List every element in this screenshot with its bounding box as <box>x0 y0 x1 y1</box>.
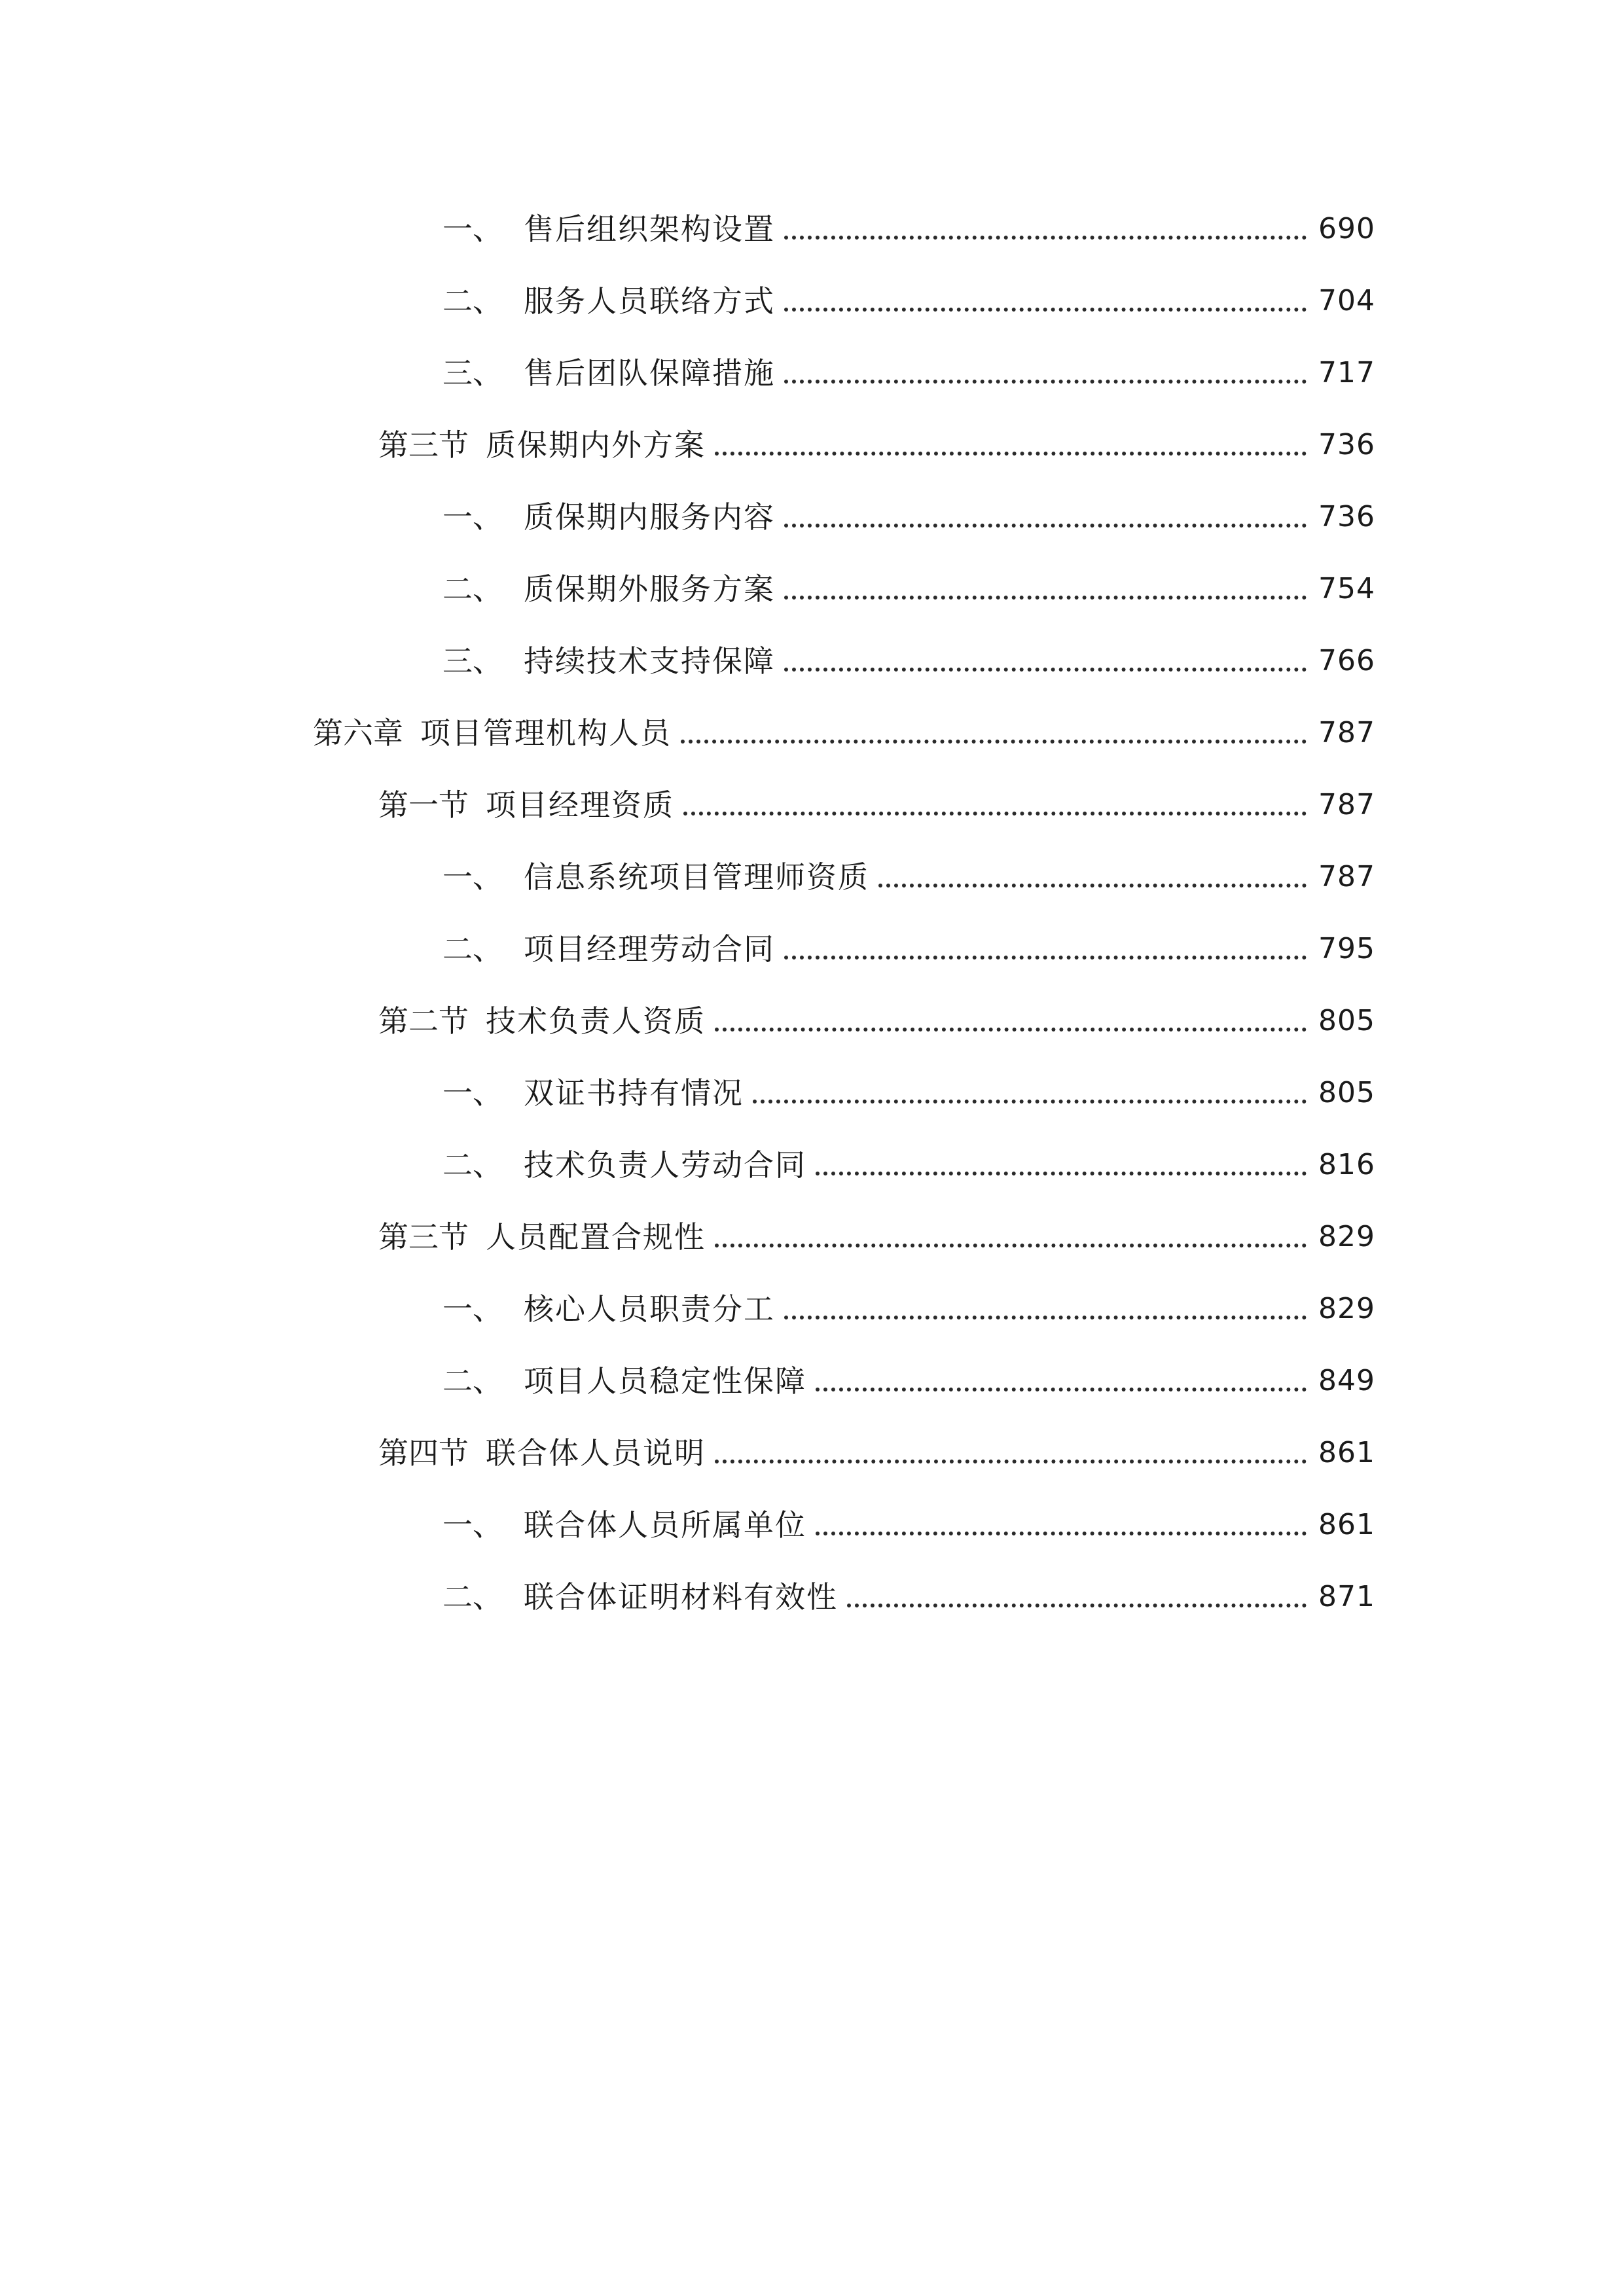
toc-entry[interactable] <box>442 844 1375 897</box>
toc-dot-leader <box>784 524 1307 528</box>
toc-entry-title: 质保期外服务方案 <box>524 571 775 607</box>
toc-dot-leader <box>715 1028 1307 1031</box>
toc-entry[interactable] <box>442 1132 1375 1185</box>
toc-entry-title: 项目经理劳动合同 <box>524 931 775 967</box>
toc-entry-number: 一、 <box>442 499 503 535</box>
toc-page-number: 795 <box>1318 932 1375 965</box>
toc-entry-title: 售后组织架构设置 <box>524 211 775 247</box>
toc-dot-leader <box>683 812 1307 816</box>
toc-page-number: 829 <box>1318 1292 1375 1325</box>
toc-entry-title: 质保期内外方案 <box>486 427 706 463</box>
toc-entry[interactable] <box>442 196 1375 249</box>
toc-page-number: 861 <box>1318 1508 1375 1541</box>
toc-entry-number: 三、 <box>442 643 503 679</box>
toc-entry[interactable] <box>442 556 1375 609</box>
toc-entry[interactable] <box>442 1276 1375 1329</box>
toc-page-number: 805 <box>1318 1004 1375 1037</box>
toc-entry-title: 联合体证明材料有效性 <box>524 1579 838 1615</box>
toc-entry[interactable] <box>442 628 1375 681</box>
toc-entry-number: 第六章 <box>313 715 403 751</box>
toc-page-number: 736 <box>1318 428 1375 461</box>
toc-entry[interactable] <box>442 268 1375 321</box>
toc-page-number: 754 <box>1318 572 1375 605</box>
toc-entry-number: 二、 <box>442 1147 503 1183</box>
toc-page-number: 787 <box>1318 788 1375 821</box>
toc-dot-leader <box>816 1172 1307 1175</box>
toc-dot-leader <box>784 380 1307 384</box>
toc-entry-number: 第三节 <box>378 1219 469 1255</box>
toc-entry[interactable] <box>313 700 1375 753</box>
toc-entry[interactable] <box>378 988 1375 1041</box>
toc-entry-number: 第三节 <box>378 427 469 463</box>
toc-page-number: 861 <box>1318 1436 1375 1469</box>
toc-entry-number: 二、 <box>442 931 503 967</box>
toc-page-number: 787 <box>1318 716 1375 749</box>
toc-entry-title: 质保期内服务内容 <box>524 499 775 535</box>
toc-entry[interactable] <box>442 340 1375 393</box>
toc-entry-title: 联合体人员说明 <box>486 1435 706 1471</box>
toc-entry[interactable] <box>378 772 1375 825</box>
toc-dot-leader <box>715 452 1307 456</box>
toc-entry-title: 项目经理资质 <box>486 787 674 823</box>
toc-page-number: 736 <box>1318 500 1375 533</box>
toc-dot-leader <box>847 1604 1307 1607</box>
toc-entry-number: 二、 <box>442 1579 503 1615</box>
toc-entry[interactable] <box>378 412 1375 465</box>
toc-dot-leader <box>784 956 1307 960</box>
toc-entry-title: 信息系统项目管理师资质 <box>524 859 869 895</box>
toc-entry-number: 一、 <box>442 859 503 895</box>
toc-entry-number: 一、 <box>442 1075 503 1111</box>
toc-entry-title: 双证书持有情况 <box>524 1075 744 1111</box>
toc-entry-title: 持续技术支持保障 <box>524 643 775 679</box>
toc-entry[interactable] <box>442 916 1375 969</box>
toc-dot-leader <box>878 884 1307 888</box>
toc-entry-title: 核心人员职责分工 <box>524 1291 775 1327</box>
toc-entry-number: 三、 <box>442 355 503 391</box>
toc-entry[interactable] <box>442 1348 1375 1401</box>
toc-dot-leader <box>784 236 1307 240</box>
toc-entry-number: 一、 <box>442 1507 503 1543</box>
toc-entry-number: 二、 <box>442 571 503 607</box>
toc-entry-title: 售后团队保障措施 <box>524 355 775 391</box>
toc-page-number: 690 <box>1318 212 1375 245</box>
toc-entry-number: 第四节 <box>378 1435 469 1471</box>
toc-entry[interactable] <box>442 1060 1375 1113</box>
toc-entry[interactable] <box>442 1564 1375 1617</box>
toc-page-number: 871 <box>1318 1580 1375 1613</box>
toc-page-number: 704 <box>1318 284 1375 317</box>
toc-entry[interactable] <box>442 484 1375 537</box>
toc-entry-number: 第二节 <box>378 1003 469 1039</box>
toc-entry-number: 二、 <box>442 283 503 319</box>
toc-entry-number: 二、 <box>442 1363 503 1399</box>
toc-dot-leader <box>753 1100 1307 1103</box>
toc-dot-leader <box>715 1460 1307 1463</box>
toc-entry-title: 人员配置合规性 <box>486 1219 706 1255</box>
toc-entry-title: 服务人员联络方式 <box>524 283 775 319</box>
toc-dot-leader <box>681 740 1307 744</box>
toc-entry[interactable] <box>378 1204 1375 1257</box>
toc-page-number: 829 <box>1318 1220 1375 1253</box>
toc-entry[interactable] <box>378 1420 1375 1473</box>
toc-dot-leader <box>784 308 1307 312</box>
toc-entry-number: 一、 <box>442 1291 503 1327</box>
toc-entry-title: 联合体人员所属单位 <box>524 1507 806 1543</box>
toc-dot-leader <box>784 668 1307 672</box>
toc-dot-leader <box>784 596 1307 600</box>
toc-page-number: 849 <box>1318 1364 1375 1397</box>
toc-dot-leader <box>784 1316 1307 1319</box>
toc-entry-title: 项目管理机构人员 <box>420 715 672 751</box>
toc-page-number: 805 <box>1318 1076 1375 1109</box>
toc-page-number: 816 <box>1318 1148 1375 1181</box>
toc-entry-title: 技术负责人资质 <box>486 1003 706 1039</box>
toc-dot-leader <box>816 1388 1307 1391</box>
toc-entry-number: 第一节 <box>378 787 469 823</box>
toc-page-number: 787 <box>1318 860 1375 893</box>
toc-entry-title: 技术负责人劳动合同 <box>524 1147 806 1183</box>
toc-dot-leader <box>816 1532 1307 1535</box>
toc-page-number: 717 <box>1318 356 1375 389</box>
toc-entry-title: 项目人员稳定性保障 <box>524 1363 806 1399</box>
toc-page-number: 766 <box>1318 644 1375 677</box>
toc-entry[interactable] <box>442 1492 1375 1545</box>
toc-entry-number: 一、 <box>442 211 503 247</box>
toc-dot-leader <box>715 1244 1307 1247</box>
